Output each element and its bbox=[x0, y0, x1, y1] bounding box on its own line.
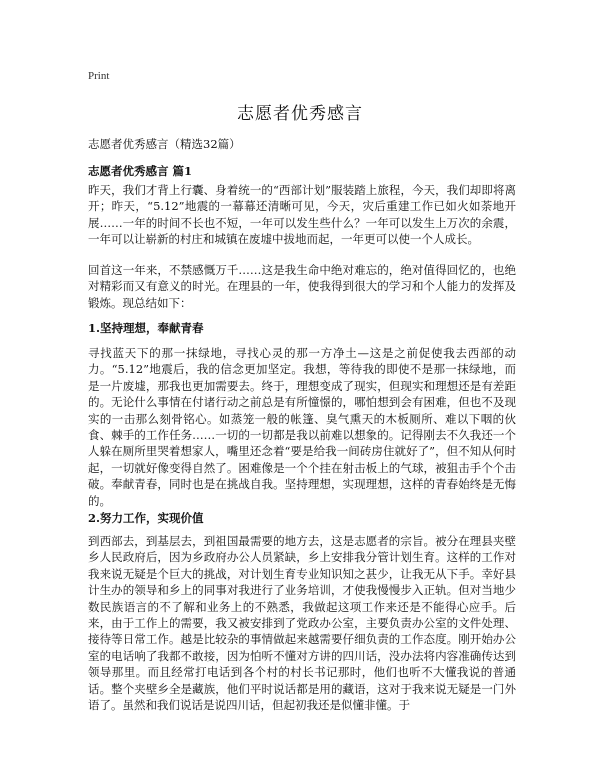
page-title: 志愿者优秀感言 bbox=[237, 104, 363, 124]
section-2-paragraph: 到西部去，到基层去，到祖国最需要的地方去，这是志愿者的宗旨。被分在理县夹壁乡人民政府后，因为乡政府办公人员紧缺，乡上安排我分管计划生育。这样的工作对我来说无疑是个巨大的挑战，对计划生育专业知识知之甚少，让我无从下手。幸好县计生办的领导和乡上的同事对我进行了业务培训，才使我慢慢步入正轨。但对当地少数民族语言的不了解和业务上的不熟悉，我做起这项工作来还是不能得心应手。后来，由于工作上的需要，我又被安排到了党政办公室，主要负责办公室的文件处理、接待等日常工作。越是比较杂的事情做起来越需要仔细负责的工作态度。刚开始办公室的电话响了我都不敢接，因为怕听不懂对方讲的四川话，没办法将内容准确传达到领导那里。而且经常打电话到各个村的村长书记那时，他们也听不大懂我说的普通话。整个夹壁乡全是藏族，他们平时说话都是用的藏语，这对于我来说无疑是一门外语了。虽然和我们说话是说四川话，但起初我还是似懂非懂。于 bbox=[88, 534, 516, 713]
intro-paragraph-1: 昨天，我们才背上行囊、身着统一的“西部计划”服装踏上旅程，今天，我们却即将离开；昨天，“5.12”地震的一幕幕还清晰可见，今天，灾后重建工作已如火如荼地开展……一年的时间不长也不短，一年可以发生些什么？一年可以发生上万次的余震，一年可以让崭新的村庄和城镇在废墟中拔地而起，一年更可以使一个人成长。 bbox=[88, 183, 516, 247]
print-label[interactable]: Print bbox=[88, 70, 110, 82]
section-2-heading: 2.努力工作，实现价值 bbox=[88, 511, 204, 525]
document-subtitle: 志愿者优秀感言（精选32篇） bbox=[88, 137, 241, 151]
section-1-paragraph: 寻找蓝天下的那一抹绿地，寻找心灵的那一方净土—这是之前促使我去西部的动力。“5.12”地震后，我的信念更加坚定。我想，等待我的即使不是那一抹绿地，而是一片废墟，那我也更加需要去。终于，理想变成了现实，但现实和理想还是有差距的。无论什么事情在付诸行动之前总是有所憧憬的，哪怕想到会有困难，但也不及现实的一击那么刻骨铭心。如蒸笼一般的帐篷、臭气熏天的木板厕所、难以下咽的伙食、棘手的工作任务……一切的一切都是我以前难以想象的。记得刚去不久我还一个人躲在厕所里哭着想家人，嘴里还念着“要是给我一间砖房住就好了”，但不知从何时起，一切就好像变得自然了。困难像是一个个挂在射击板上的气球，被狙击手个个击破。奉献青春，同时也是在挑战自我。坚持理想，实现理想，这样的青春始终是无悔的。 bbox=[88, 346, 516, 508]
section-1-heading: 1.坚持理想，奉献青春 bbox=[88, 321, 204, 335]
article-heading: 志愿者优秀感言 篇1 bbox=[88, 164, 193, 178]
intro-paragraph-2: 回首这一年来，不禁感慨万千……这是我生命中绝对难忘的，绝对值得回忆的，也绝对精彩而又有意义的时光。在理县的一年，使我得到很大的学习和个人能力的发挥及锻炼。现总结如下： bbox=[88, 263, 516, 310]
